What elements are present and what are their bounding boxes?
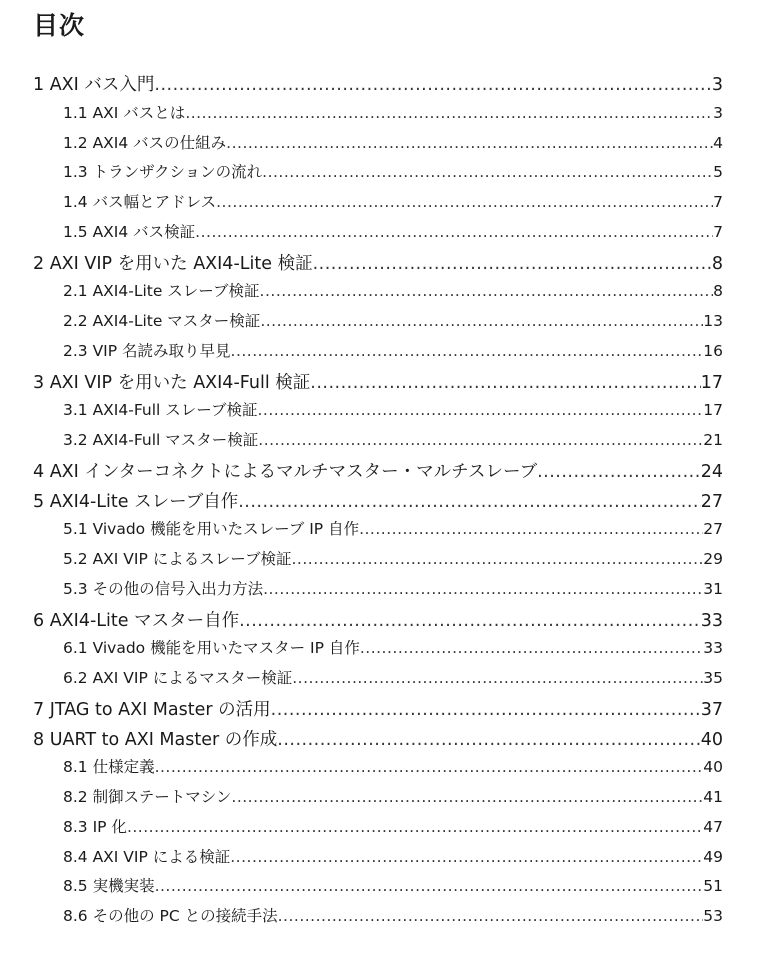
toc-chapter-entry[interactable]	[0, 246, 760, 276]
dot-leader	[262, 163, 713, 181]
toc-chapter-entry[interactable]	[0, 484, 760, 514]
toc-entry-page-number: 21	[703, 431, 723, 449]
toc-entry-page-number: 47	[703, 817, 723, 836]
toc-entry-label: 2.2 AXI4-Lite マスター検証	[63, 312, 261, 330]
toc-entry-label: 8.4 AXI VIP による検証	[63, 847, 231, 866]
toc-section-entry[interactable]	[0, 335, 760, 365]
dot-leader	[271, 700, 701, 720]
dot-leader	[154, 75, 711, 95]
toc-entry-page-number: 3	[713, 103, 723, 122]
toc-section-entry[interactable]	[0, 216, 760, 246]
dot-leader	[258, 431, 703, 449]
dot-leader	[238, 492, 701, 512]
toc-entry-page-number: 49	[703, 847, 723, 866]
toc-chapter-entry[interactable]	[0, 365, 760, 395]
toc-entry-page-number: 27	[700, 491, 723, 512]
toc-title: 目次	[33, 11, 86, 40]
toc-entry-label: 8.2 制御ステートマシン	[63, 788, 232, 806]
toc-entry-label: 1.5 AXI4 バス検証	[63, 222, 196, 241]
toc-section-entry[interactable]	[0, 513, 760, 543]
toc-section-entry[interactable]	[0, 870, 760, 900]
dot-leader	[155, 877, 704, 895]
toc-entry-label: 5.3 その他の信号入出力方法	[63, 579, 264, 598]
dot-leader	[263, 580, 703, 598]
toc-entry-label: 2.1 AXI4-Lite スレーブ検証	[63, 282, 260, 301]
toc-entry-label: 1.4 バス幅とアドレス	[63, 193, 217, 211]
toc-entry-page-number: 24	[700, 461, 723, 482]
toc-entry-page-number: 5	[713, 163, 723, 182]
toc-chapter-entry[interactable]	[0, 454, 760, 484]
toc-section-entry[interactable]	[0, 305, 760, 335]
dot-leader	[313, 254, 712, 274]
toc-section-entry[interactable]	[0, 632, 760, 662]
toc-entry-page-number: 37	[700, 699, 723, 720]
toc-section-entry[interactable]	[0, 573, 760, 603]
dot-leader	[185, 104, 713, 122]
toc-chapter-entry[interactable]	[0, 722, 760, 752]
toc-entry-label: 5.2 AXI VIP によるスレーブ検証	[63, 550, 292, 568]
toc-entry-page-number: 16	[703, 341, 723, 360]
toc-entry-page-number: 8	[713, 282, 723, 301]
toc-section-entry[interactable]	[0, 186, 760, 216]
toc-entry-page-number: 51	[703, 877, 723, 896]
toc-entry-page-number: 29	[703, 550, 723, 568]
toc-section-entry[interactable]	[0, 97, 760, 127]
toc-entry-label: 6.2 AXI VIP によるマスター検証	[63, 669, 293, 687]
table-of-contents	[0, 67, 760, 930]
toc-entry-page-number: 41	[703, 788, 723, 806]
toc-chapter-entry[interactable]	[0, 603, 760, 633]
dot-leader	[155, 758, 704, 776]
toc-entry-label: 3 AXI VIP を用いた AXI4-Full 検証	[33, 372, 311, 393]
toc-entry-label: 2.3 VIP 名読み取り早見	[63, 341, 231, 360]
toc-entry-page-number: 40	[700, 729, 723, 750]
toc-entry-label: 1.3 トランザクションの流れ	[63, 163, 263, 182]
toc-entry-page-number: 33	[700, 610, 723, 631]
dot-leader	[278, 907, 704, 925]
toc-entry-label: 3.1 AXI4-Full スレーブ検証	[63, 401, 258, 420]
toc-entry-page-number: 53	[703, 907, 723, 925]
toc-section-entry[interactable]	[0, 127, 760, 157]
toc-entry-page-number: 33	[703, 639, 723, 658]
toc-entry-page-number: 31	[703, 579, 723, 598]
dot-leader	[310, 373, 700, 393]
dot-leader	[292, 669, 703, 687]
toc-section-entry[interactable]	[0, 662, 760, 692]
toc-entry-label: 7 JTAG to AXI Master の活用	[33, 699, 271, 720]
toc-entry-label: 2 AXI VIP を用いた AXI4-Lite 検証	[33, 253, 313, 274]
dot-leader	[257, 401, 703, 419]
dot-leader	[231, 788, 703, 806]
toc-section-entry[interactable]	[0, 811, 760, 841]
dot-leader	[360, 639, 703, 657]
toc-entry-page-number: 7	[713, 193, 723, 211]
dot-leader	[230, 848, 703, 866]
toc-entry-page-number: 13	[703, 312, 723, 330]
toc-entry-page-number: 4	[713, 133, 723, 152]
toc-entry-label: 1.1 AXI バスとは	[63, 103, 186, 122]
toc-entry-page-number: 3	[711, 75, 723, 95]
toc-section-entry[interactable]	[0, 781, 760, 811]
dot-leader	[260, 312, 703, 330]
dot-leader	[239, 611, 701, 631]
toc-entry-label: 6 AXI4-Lite マスター自作	[33, 610, 240, 631]
toc-entry-label: 1 AXI バス入門	[33, 75, 155, 95]
toc-chapter-entry[interactable]	[0, 67, 760, 97]
toc-entry-label: 5.1 Vivado 機能を用いたスレーブ IP 自作	[63, 520, 360, 539]
toc-section-entry[interactable]	[0, 424, 760, 454]
toc-section-entry[interactable]	[0, 751, 760, 781]
dot-leader	[359, 520, 703, 538]
toc-section-entry[interactable]	[0, 900, 760, 930]
toc-entry-page-number: 17	[703, 401, 723, 420]
toc-entry-page-number: 27	[703, 520, 723, 539]
toc-entry-page-number: 35	[703, 669, 723, 687]
toc-entry-label: 8 UART to AXI Master の作成	[33, 729, 278, 750]
toc-section-entry[interactable]	[0, 841, 760, 871]
toc-entry-label: 8.1 仕様定義	[63, 758, 155, 777]
dot-leader	[291, 550, 703, 568]
toc-entry-label: 4 AXI インターコネクトによるマルチマスター・マルチスレーブ	[33, 461, 538, 482]
dot-leader	[277, 730, 700, 750]
toc-entry-label: 5 AXI4-Lite スレーブ自作	[33, 491, 239, 512]
toc-entry-page-number: 17	[700, 372, 723, 393]
dot-leader	[260, 282, 714, 300]
toc-entry-page-number: 8	[711, 253, 723, 274]
dot-leader	[195, 223, 713, 241]
toc-entry-label: 6.1 Vivado 機能を用いたマスター IP 自作	[63, 639, 360, 658]
toc-entry-page-number: 7	[713, 222, 723, 241]
dot-leader	[127, 818, 703, 836]
toc-entry-label: 8.3 IP 化	[63, 817, 127, 836]
dot-leader	[231, 342, 704, 360]
toc-entry-label: 8.6 その他の PC との接続手法	[63, 907, 278, 925]
toc-entry-label: 3.2 AXI4-Full マスター検証	[63, 431, 259, 449]
toc-section-entry[interactable]	[0, 156, 760, 186]
toc-entry-page-number: 40	[703, 758, 723, 777]
toc-entry-label: 1.2 AXI4 バスの仕組み	[63, 133, 227, 152]
dot-leader	[537, 462, 701, 482]
toc-entry-label: 8.5 実機実装	[63, 877, 155, 896]
toc-section-entry[interactable]	[0, 275, 760, 305]
toc-section-entry[interactable]	[0, 543, 760, 573]
toc-chapter-entry[interactable]	[0, 692, 760, 722]
dot-leader	[216, 193, 713, 211]
dot-leader	[226, 134, 713, 152]
toc-section-entry[interactable]	[0, 394, 760, 424]
